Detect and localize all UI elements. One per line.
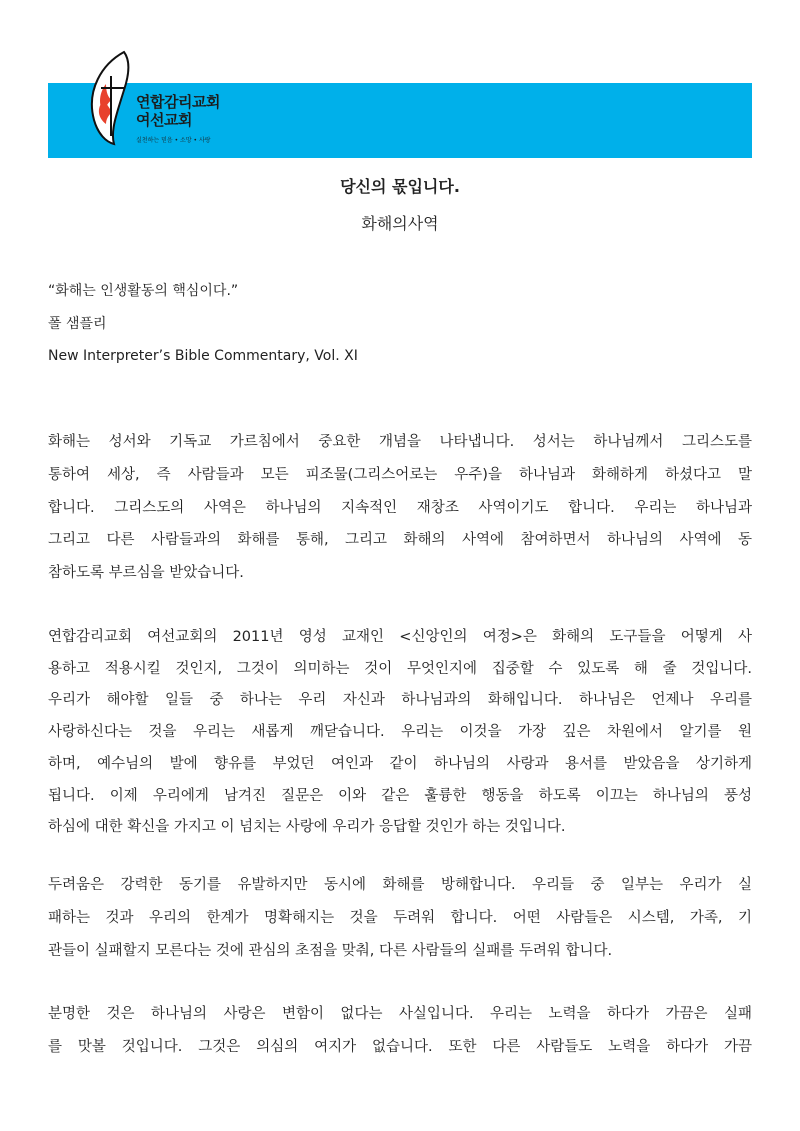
text-line: 연합감리교회 여선교회의 2011년 영성 교재인 <신앙인의 여정>은 화해의 도구들을 어떻게 사 (48, 629, 752, 645)
text-line: 를 맛볼 것입니다. 그것은 의심의 여지가 없습니다. 또한 다른 사람들도 노력을 하다가 가끔 (48, 1038, 752, 1055)
text-line: 통하여 세상, 즉 사람들과 모든 피조물(그리스어로는 우주)을 하나님과 화해하게 하셨다고 말 (48, 466, 752, 483)
text-line: 분명한 것은 하나님의 사랑은 변함이 없다는 사실입니다. 우리는 노력을 하다가 가끔은 실패 (48, 1006, 752, 1022)
cross-and-flame-icon (84, 50, 134, 146)
text-line: 화해는 성서와 기독교 가르침에서 중요한 개념을 나타냅니다. 성서는 하나님께서 그리스도를 (48, 434, 752, 450)
text-line: 관들이 실패할지 모른다는 것에 관심의 초점을 맞춰, 다른 사람들의 실패를 두려워 합니다. (48, 942, 613, 959)
text-line: 두려움은 강력한 동기를 유발하지만 동시에 화해를 방해합니다. 우리들 중 일부는 우리가 실 (48, 877, 752, 893)
text-line: 그리고 다른 사람들과의 화해를 통해, 그리고 화해의 사역에 참여하면서 하나님의 사역에 동 (48, 532, 752, 549)
text-line: 우리가 해야할 일들 중 하나는 우리 자신과 하나님과의 화해입니다. 하나님은 언제나 우리를 (48, 692, 752, 709)
page-title: 당신의 몫입니다. (340, 177, 460, 196)
paragraph-3 (48, 869, 752, 967)
text-line: 하심에 대한 확신을 가지고 이 넘치는 사랑에 우리가 응답할 것인가 하는 것입니다. (48, 819, 566, 836)
text-line: 됩니다. 이제 우리에게 남겨진 질문은 이와 같은 훌륭한 행동을 하도록 이끄는 하나님의 풍성 (48, 787, 752, 804)
organization-name (136, 93, 220, 144)
org-name-line2: 여선교회 (136, 111, 192, 129)
paragraph-1 (48, 426, 752, 590)
text-line: 사랑하신다는 것을 우리는 새롭게 깨닫습니다. 우리는 이것을 가장 깊은 차원에서 알기를 원 (48, 724, 752, 741)
text-line: 참하도록 부르심을 받았습니다. (48, 565, 244, 582)
epigraph (48, 275, 358, 373)
quote-text: “화해는 인생활동의 핵심이다.” (48, 283, 239, 299)
org-name-line1: 연합감리교회 (136, 93, 220, 111)
text-line: 합니다. 그리스도의 사역은 하나님의 지속적인 재창조 사역이기도 합니다. 우리는 하나님과 (48, 499, 752, 516)
org-tagline: 실천하는 믿음 • 소망 • 사랑 (136, 137, 211, 144)
text-line: 패하는 것과 우리의 한계가 명확해지는 것을 두려워 합니다. 어떤 사람들은 시스템, 가족, 기 (48, 909, 752, 926)
paragraph-2 (48, 622, 752, 844)
text-line: 용하고 적용시킬 것인지, 그것이 의미하는 것이 무엇인지에 집중할 수 있도록 해 줄 것입니다. (48, 660, 752, 677)
text-line: 하며, 예수님의 발에 향유를 부었던 여인과 같이 하나님의 사랑과 용서를 받았음을 상기하게 (48, 755, 752, 772)
page-subtitle: 화해의사역 (361, 214, 439, 233)
quote-author: 폴 샘플리 (48, 315, 107, 332)
paragraph-4 (48, 998, 752, 1064)
quote-source: New Interpreter’s Bible Commentary, Vol. XI (48, 348, 358, 364)
